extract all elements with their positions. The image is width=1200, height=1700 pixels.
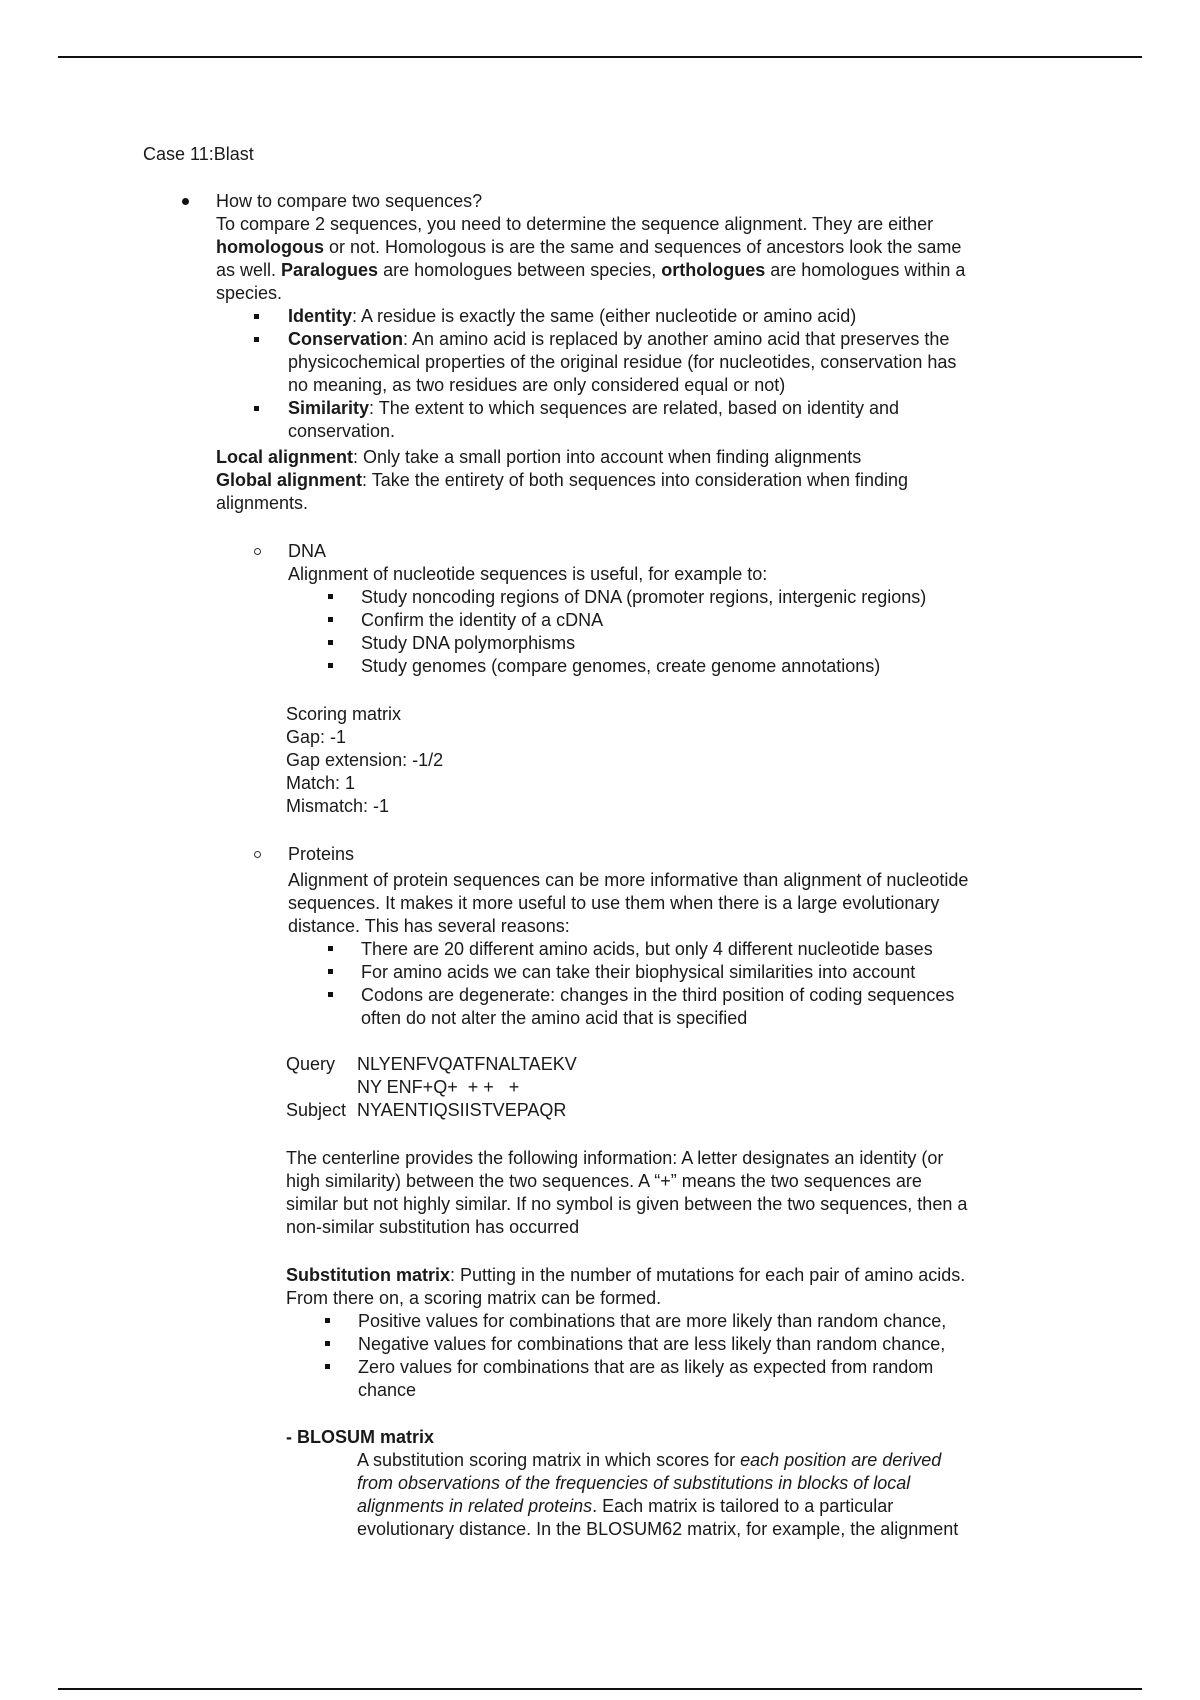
dna-lead: Alignment of nucleotide sequences is useful, for example to: <box>288 564 768 584</box>
scoring-gap-extension: Gap extension: -1/2 <box>286 750 444 770</box>
subject-sequence: NYAENTIQSIISTVEPAQR <box>357 1100 567 1120</box>
blosum-line-4: evolutionary distance. In the BLOSUM62 matrix, for example, the alignment <box>357 1519 959 1539</box>
square-bullet <box>328 617 333 622</box>
scoring-mismatch: Mismatch: -1 <box>286 796 390 816</box>
centerline-1: The centerline provides the following information: A letter designates an identity (or <box>286 1148 944 1168</box>
query-label: Query <box>286 1054 336 1074</box>
subst-item: Negative values for combinations that are less likely than random chance, <box>358 1334 946 1354</box>
def-conservation-3: no meaning, as two residues are only considered equal or not) <box>288 375 786 395</box>
protein-reason: Codons are degenerate: changes in the third position of coding sequences <box>361 985 955 1005</box>
square-bullet <box>254 337 259 342</box>
circle-bullet <box>254 548 261 555</box>
blosum-line-2: from observations of the frequencies of substitutions in blocks of local <box>357 1473 911 1493</box>
top-rule <box>58 56 1142 58</box>
proteins-lead-3: distance. This has several reasons: <box>288 916 570 936</box>
protein-reason: There are 20 different amino acids, but only 4 different nucleotide bases <box>361 939 933 959</box>
scoring-title: Scoring matrix <box>286 704 402 724</box>
square-bullet <box>254 406 259 411</box>
global-alignment: Global alignment: Take the entirety of both sequences into consideration when finding <box>216 470 909 490</box>
square-bullet <box>328 946 333 951</box>
square-bullet <box>328 640 333 645</box>
protein-reason-cont: often do not alter the amino acid that is specified <box>361 1008 748 1028</box>
substitution-matrix-1: Substitution matrix: Putting in the number of mutations for each pair of amino acids. <box>286 1265 966 1285</box>
square-bullet <box>328 969 333 974</box>
intro-line-4: species. <box>216 283 283 303</box>
dna-item: Study genomes (compare genomes, create genome annotations) <box>361 656 881 676</box>
blosum-line-1: A substitution scoring matrix in which scores for each position are derived <box>357 1450 942 1470</box>
scoring-match: Match: 1 <box>286 773 356 793</box>
centerline-4: non-similar substitution has occurred <box>286 1217 580 1237</box>
subst-item-cont: chance <box>358 1380 417 1400</box>
circle-bullet <box>254 851 261 858</box>
blosum-heading: - BLOSUM matrix <box>286 1427 435 1447</box>
square-bullet <box>325 1364 330 1369</box>
scoring-gap: Gap: -1 <box>286 727 347 747</box>
subst-item: Positive values for combinations that are more likely than random chance, <box>358 1311 947 1331</box>
intro-line-2: homologous or not. Homologous is are the same and sequences of ancestors look the same <box>216 237 962 257</box>
def-conservation-2: physicochemical properties of the original residue (for nucleotides, conservation has <box>288 352 957 372</box>
bottom-rule <box>58 1688 1142 1690</box>
square-bullet <box>325 1341 330 1346</box>
proteins-lead-2: sequences. It makes it more useful to use them when there is a large evolutionary <box>288 893 940 913</box>
def-similarity: Similarity: The extent to which sequences are related, based on identity and <box>288 398 900 418</box>
bullet-dot <box>182 198 189 205</box>
local-alignment: Local alignment: Only take a small portion into account when finding alignments <box>216 447 862 467</box>
square-bullet <box>325 1318 330 1323</box>
query-sequence: NLYENFVQATFNALTAEKV <box>357 1054 577 1074</box>
def-conservation: Conservation: An amino acid is replaced by another amino acid that preserves the <box>288 329 950 349</box>
def-identity: Identity: A residue is exactly the same (either nucleotide or amino acid) <box>288 306 857 326</box>
dna-item: Confirm the identity of a cDNA <box>361 610 604 630</box>
centerline-3: similar but not highly similar. If no symbol is given between the two sequences, then a <box>286 1194 968 1214</box>
proteins-heading: Proteins <box>288 844 355 864</box>
alignment-midline: NY ENF+Q+ + + + <box>357 1077 520 1097</box>
dna-item: Study DNA polymorphisms <box>361 633 576 653</box>
global-alignment-2: alignments. <box>216 493 309 513</box>
intro-line-1: To compare 2 sequences, you need to determine the sequence alignment. They are either <box>216 214 934 234</box>
intro-line-3: as well. Paralogues are homologues between species, orthologues are homologues within a <box>216 260 966 280</box>
square-bullet <box>254 314 259 319</box>
centerline-2: high similarity) between the two sequences. A “+” means the two sequences are <box>286 1171 922 1191</box>
dna-item: Study noncoding regions of DNA (promoter regions, intergenic regions) <box>361 587 927 607</box>
protein-reason: For amino acids we can take their biophysical similarities into account <box>361 962 916 982</box>
blosum-line-3: alignments in related proteins. Each matrix is tailored to a particular <box>357 1496 894 1516</box>
subst-item: Zero values for combinations that are as likely as expected from random <box>358 1357 934 1377</box>
def-similarity-2: conservation. <box>288 421 396 441</box>
proteins-lead-1: Alignment of protein sequences can be more informative than alignment of nucleotide <box>288 870 969 890</box>
substitution-matrix-2: From there on, a scoring matrix can be formed. <box>286 1288 662 1308</box>
dna-heading: DNA <box>288 541 327 561</box>
page-title: Case 11:Blast <box>143 144 254 164</box>
square-bullet <box>328 663 333 668</box>
square-bullet <box>328 594 333 599</box>
question-heading: How to compare two sequences? <box>216 191 483 211</box>
square-bullet <box>328 992 333 997</box>
subject-label: Subject <box>286 1100 347 1120</box>
